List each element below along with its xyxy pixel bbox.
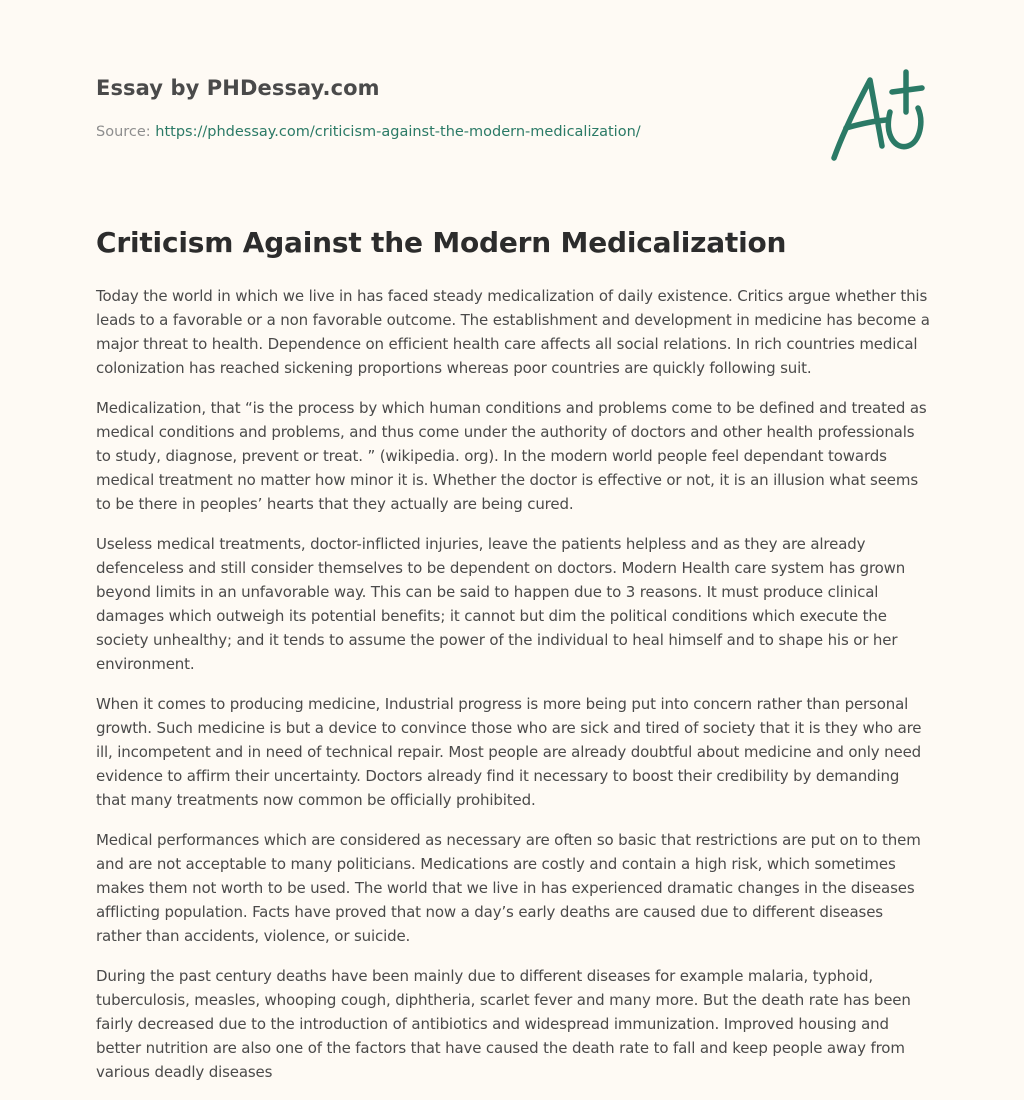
site-brand: Essay by PHDessay.com	[96, 76, 380, 100]
essay-title: Criticism Against the Modern Medicalization	[96, 226, 787, 259]
essay-paragraph: Medical performances which are considered as necessary are often so basic that restrictions are put on to them and are not acceptable to many politicians. Medications are costly and contain a high risk, which sometimes makes them not worth to be used. The world that we live in has experienced dramatic changes in the diseases afflicting population. Facts have proved that now a day’s early deaths are caused due to different diseases rather than accidents, violence, or suicide.	[96, 831, 921, 945]
a-plus-logo-icon	[826, 66, 930, 166]
source-link[interactable]: https://phdessay.com/criticism-against-the-modern-medicalization/	[155, 124, 641, 140]
essay-paragraph: When it comes to producing medicine, Industrial progress is more being put into concern rather than personal growth. Such medicine is but a device to convince those who are sick and tired of society that it is they who are ill, incompetent and in need of technical repair. Most people are already doubtful about medicine and only need evidence to affirm their uncertainty. Doctors already find it necessary to boost their credibility by demanding that many treatments now common be officially prohibited.	[96, 695, 922, 809]
page-header	[96, 0, 928, 190]
essay-paragraph: Today the world in which we live in has faced steady medicalization of daily existence. Critics argue whether this leads to a favorable or a non favorable outcome. The establishment and development in medicine has become a major threat to health. Dependence on efficient health care affects all social relations. In rich countries medical colonization has reached sickening proportions whereas poor countries are quickly following suit.	[96, 287, 930, 377]
essay-paragraph: Useless medical treatments, doctor-inflicted injuries, leave the patients helpless and as they are already defenceless and still consider themselves to be dependent on doctors. Modern Health care system has grown beyond limits in an unfavorable way. This can be said to happen due to 3 reasons. It must produce clinical damages which outweigh its potential benefits; it cannot but dim the political conditions which execute the society unhealthy; and it tends to assume the power of the individual to heal himself and to shape his or her environment.	[96, 535, 906, 673]
essay-body	[96, 284, 930, 1100]
essay-paragraph: During the past century deaths have been mainly due to different diseases for example malaria, typhoid, tuberculosis, measles, whooping cough, diphtheria, scarlet fever and many more. But the death rate has been fairly decreased due to the introduction of antibiotics and widespread immunization. Improved housing and better nutrition are also one of the factors that have caused the death rate to fall and keep people away from various deadly diseases	[96, 967, 911, 1081]
source-line	[96, 124, 641, 140]
source-label: Source:	[96, 124, 151, 140]
essay-paragraph: Medicalization, that “is the process by which human conditions and problems come to be defined and treated as medical conditions and problems, and thus come under the authority of doctors and other health professionals to study, diagnose, prevent or treat. ” (wikipedia. org). In the modern world people feel dependant towards medical treatment no matter how minor it is. Whether the doctor is effective or not, it is an illusion what seems to be there in peoples’ hearts that they actually are being cured.	[96, 399, 927, 513]
